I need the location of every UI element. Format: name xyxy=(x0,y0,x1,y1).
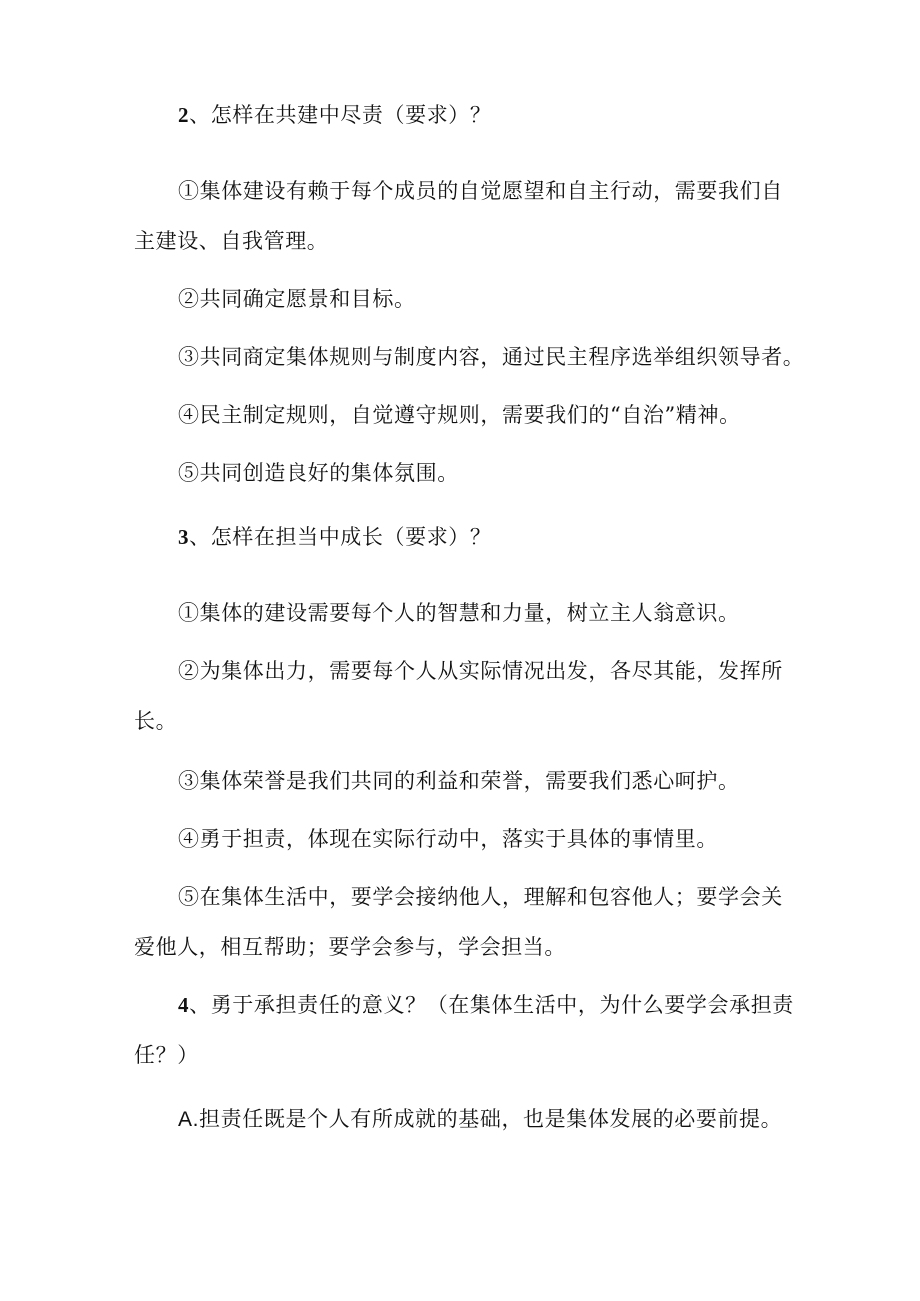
item-letter: A. xyxy=(178,1108,200,1131)
paragraph-line: ②为集体出力，需要每个人从实际情况出发，各尽其能，发挥所 xyxy=(178,659,783,683)
heading-text: 、怎样在担当中成长（要求）？ xyxy=(189,525,492,549)
section-2-heading xyxy=(178,100,492,130)
paragraph-line: 长。 xyxy=(134,709,178,733)
paragraph-line: 爱他人，相互帮助；要学会参与，学会担当。 xyxy=(134,935,566,959)
paragraph-line: ③共同商定集体规则与制度内容，通过民主程序选举组织领导者。 xyxy=(178,345,805,369)
section-number: 4 xyxy=(178,993,190,1017)
section-3-heading xyxy=(178,522,492,552)
paragraph-line: 主建设、自我管理。 xyxy=(134,229,329,253)
section-number: 3 xyxy=(178,525,190,549)
item-text: 担责任既是个人有所成就的基础，也是集体发展的必要前提。 xyxy=(199,1107,783,1131)
paragraph-line: ②共同确定愿景和目标。 xyxy=(178,287,416,311)
heading-text: 、怎样在共建中尽责（要求）？ xyxy=(189,103,492,127)
paragraph-line: ⑤共同创造良好的集体氛围。 xyxy=(178,461,459,485)
paragraph-line: ①集体的建设需要每个人的智慧和力量，树立主人翁意识。 xyxy=(178,601,740,625)
heading-text: 、勇于承担责任的意义？（在集体生活中，为什么要学会承担责 xyxy=(189,993,794,1017)
paragraph-line: ④勇于担责，体现在实际行动中，落实于具体的事情里。 xyxy=(178,827,718,851)
paragraph-line xyxy=(178,1104,782,1135)
paragraph-line: ①集体建设有赖于每个成员的自觉愿望和自主行动，需要我们自 xyxy=(178,179,783,203)
section-number: 2 xyxy=(178,103,190,127)
heading-continuation: 任？） xyxy=(134,1043,199,1067)
paragraph-line: ⑤在集体生活中，要学会接纳他人，理解和包容他人；要学会关 xyxy=(178,885,783,909)
paragraph-line: ④民主制定规则，自觉遵守规则，需要我们的“自治”精神。 xyxy=(178,403,741,427)
section-4-heading xyxy=(178,990,794,1020)
paragraph-line: ③集体荣誉是我们共同的利益和荣誉，需要我们悉心呵护。 xyxy=(178,769,740,793)
